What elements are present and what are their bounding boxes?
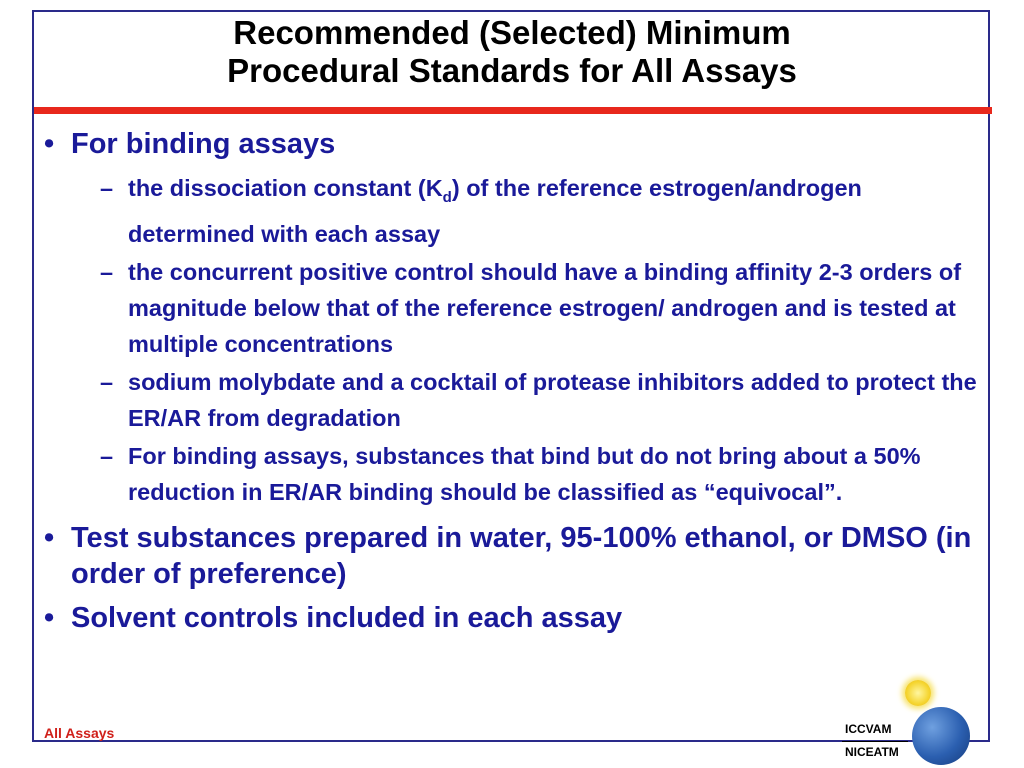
title-underline-bar <box>34 107 992 114</box>
bullet-item <box>40 520 990 592</box>
bullet-text: For binding assays <box>71 128 336 160</box>
slide-content <box>40 126 990 644</box>
title-line-2: Procedural Standards for All Assays <box>227 52 797 89</box>
bullet-text: Test substances prepared in water, 95-100% ethanol, or DMSO (in order of preference) <box>71 522 972 590</box>
bullet-marker: • <box>44 128 55 160</box>
bullet-item <box>40 126 990 162</box>
sub-bullet-item <box>40 254 990 362</box>
sub-bullet-text: For binding assays, substances that bind but do not bring about a 50% reduction in ER/AR binding should be classified as “equivocal”. <box>128 443 921 505</box>
bullet-text: Solvent controls included in each assay <box>71 602 623 634</box>
sub-bullet-text-pre: the dissociation constant (K <box>128 175 443 201</box>
logo-niceatm: NICEATM <box>845 745 899 759</box>
sub-bullet-item <box>40 364 990 436</box>
dash-marker: – <box>100 369 114 395</box>
logo-divider <box>842 741 908 742</box>
sub-bullet-text: the concurrent positive control should have a binding affinity 2-3 orders of magnitude below that of the reference estrogen/ androgen and is tested at multiple concentrations <box>128 259 962 357</box>
sub-bullet-text: sodium molybdate and a cocktail of protease inhibitors added to protect the ER/AR from degradation <box>128 369 977 431</box>
sub-bullet-item <box>40 438 990 510</box>
bullet-marker: • <box>44 602 55 634</box>
dash-marker: – <box>100 259 114 285</box>
sun-icon <box>905 680 931 706</box>
slide-title <box>0 14 1024 90</box>
dash-marker: – <box>100 175 114 201</box>
logo-iccvam: ICCVAM <box>845 722 892 736</box>
bullet-item <box>40 600 990 636</box>
title-line-1: Recommended (Selected) Minimum <box>233 14 791 51</box>
footer-section-label: All Assays <box>44 725 115 741</box>
sub-bullet-item <box>40 170 990 252</box>
sub-bullet-text-post: ) of the reference estrogen/androgen determined with each assay <box>128 175 862 247</box>
globe-icon <box>912 707 970 765</box>
bullet-marker: • <box>44 522 55 554</box>
subscript-d: d <box>442 189 452 206</box>
dash-marker: – <box>100 443 114 469</box>
